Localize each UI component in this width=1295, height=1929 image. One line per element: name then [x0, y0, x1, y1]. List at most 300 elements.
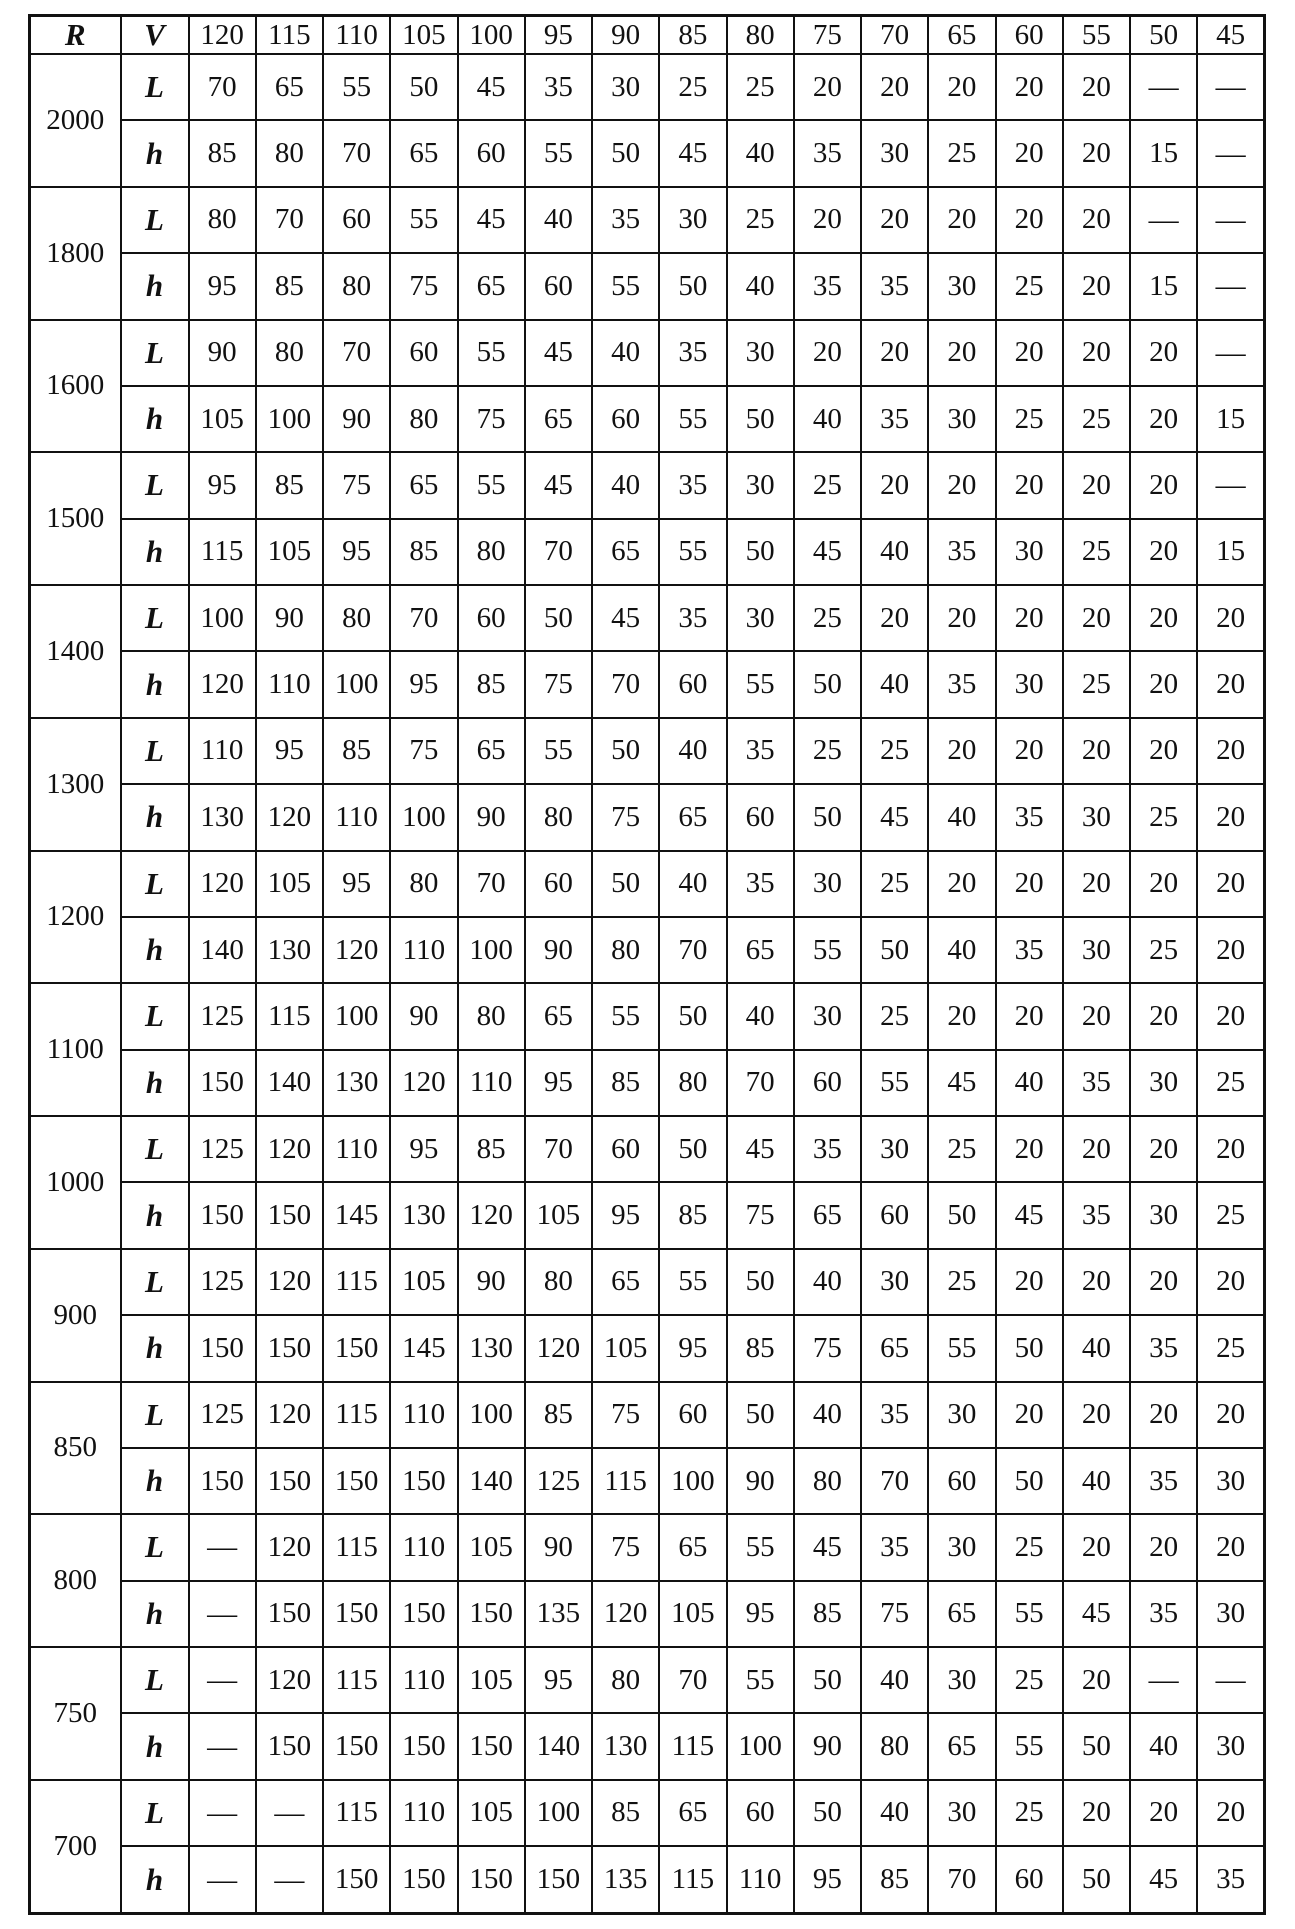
value-cell: 60: [592, 386, 659, 452]
value-cell: 110: [390, 1647, 457, 1713]
value-cell: 80: [323, 585, 390, 651]
value-cell: 20: [996, 120, 1063, 186]
value-cell: —: [256, 1846, 323, 1913]
table-row: [30, 519, 1265, 585]
radius-cell: 1300: [30, 718, 121, 851]
value-cell: 25: [928, 1249, 995, 1315]
value-cell: 45: [525, 320, 592, 386]
value-cell: 40: [525, 187, 592, 253]
table-body: [30, 54, 1265, 1914]
value-cell: 80: [525, 1249, 592, 1315]
value-cell: 20: [1130, 452, 1197, 518]
value-cell: 65: [928, 1713, 995, 1779]
value-cell: 50: [659, 983, 726, 1049]
radius-cell: 1400: [30, 585, 121, 718]
value-cell: 25: [1130, 784, 1197, 850]
value-cell: 65: [390, 120, 457, 186]
value-cell: 55: [727, 651, 794, 717]
value-cell: 20: [996, 320, 1063, 386]
value-cell: 20: [928, 983, 995, 1049]
value-cell: 125: [189, 1382, 256, 1448]
length-symbol-cell: L: [121, 983, 189, 1049]
table-row: [30, 1846, 1265, 1913]
value-cell: 20: [1197, 1116, 1264, 1182]
value-cell: 20: [1197, 718, 1264, 784]
value-cell: 100: [659, 1448, 726, 1514]
value-cell: 20: [1130, 983, 1197, 1049]
value-cell: 20: [1197, 1382, 1264, 1448]
value-cell: 85: [189, 120, 256, 186]
length-symbol-cell: L: [121, 54, 189, 120]
value-cell: 75: [525, 651, 592, 717]
value-cell: 140: [189, 917, 256, 983]
value-cell: 150: [458, 1581, 525, 1647]
value-cell: 40: [659, 718, 726, 784]
value-cell: 85: [390, 519, 457, 585]
value-cell: 115: [592, 1448, 659, 1514]
value-cell: 150: [390, 1713, 457, 1779]
value-cell: 35: [794, 253, 861, 319]
value-cell: 40: [1063, 1315, 1130, 1381]
value-cell: 80: [390, 851, 457, 917]
value-cell: 70: [323, 320, 390, 386]
value-cell: 85: [592, 1780, 659, 1846]
value-cell: 75: [458, 386, 525, 452]
value-cell: 40: [861, 651, 928, 717]
header-speed-cell: 60: [996, 16, 1063, 55]
value-cell: 150: [189, 1050, 256, 1116]
height-symbol-cell: h: [121, 386, 189, 452]
value-cell: 50: [928, 1182, 995, 1248]
value-cell: 105: [592, 1315, 659, 1381]
radius-cell: 2000: [30, 54, 121, 187]
value-cell: —: [1197, 1647, 1264, 1713]
value-cell: 20: [1063, 253, 1130, 319]
value-cell: 75: [323, 452, 390, 518]
value-cell: —: [189, 1713, 256, 1779]
value-cell: 25: [861, 983, 928, 1049]
value-cell: 80: [861, 1713, 928, 1779]
value-cell: 70: [861, 1448, 928, 1514]
value-cell: 110: [390, 1780, 457, 1846]
value-cell: 20: [794, 187, 861, 253]
value-cell: 120: [189, 651, 256, 717]
value-cell: —: [1197, 253, 1264, 319]
header-speed-cell: 80: [727, 16, 794, 55]
value-cell: —: [1130, 187, 1197, 253]
value-cell: —: [1197, 120, 1264, 186]
table-row: [30, 1780, 1265, 1846]
value-cell: 20: [1063, 452, 1130, 518]
value-cell: 55: [996, 1581, 1063, 1647]
value-cell: 95: [727, 1581, 794, 1647]
value-cell: 105: [458, 1780, 525, 1846]
value-cell: 40: [1063, 1448, 1130, 1514]
value-cell: 50: [727, 1249, 794, 1315]
value-cell: 25: [1063, 386, 1130, 452]
value-cell: 30: [861, 1116, 928, 1182]
value-cell: 120: [323, 917, 390, 983]
value-cell: 115: [323, 1780, 390, 1846]
height-symbol-cell: h: [121, 253, 189, 319]
value-cell: 50: [794, 1647, 861, 1713]
value-cell: 65: [659, 1780, 726, 1846]
value-cell: 130: [256, 917, 323, 983]
header-speed-cell: 115: [256, 16, 323, 55]
value-cell: 45: [861, 784, 928, 850]
table-row: [30, 1249, 1265, 1315]
value-cell: 55: [928, 1315, 995, 1381]
value-cell: 30: [928, 386, 995, 452]
table-row: [30, 983, 1265, 1049]
value-cell: 70: [659, 917, 726, 983]
value-cell: 20: [996, 54, 1063, 120]
height-symbol-cell: h: [121, 917, 189, 983]
value-cell: 65: [458, 718, 525, 784]
height-symbol-cell: h: [121, 1846, 189, 1913]
value-cell: 70: [189, 54, 256, 120]
value-cell: 50: [727, 1382, 794, 1448]
value-cell: 40: [659, 851, 726, 917]
value-cell: 50: [659, 1116, 726, 1182]
value-cell: 150: [323, 1581, 390, 1647]
value-cell: 40: [861, 1647, 928, 1713]
value-cell: 35: [525, 54, 592, 120]
value-cell: 105: [458, 1647, 525, 1713]
value-cell: 65: [727, 917, 794, 983]
header-speed-cell: 120: [189, 16, 256, 55]
value-cell: 20: [1063, 1382, 1130, 1448]
value-cell: 150: [323, 1448, 390, 1514]
value-cell: 95: [659, 1315, 726, 1381]
value-cell: 90: [727, 1448, 794, 1514]
radius-cell: 1800: [30, 187, 121, 320]
value-cell: 25: [727, 187, 794, 253]
value-cell: 150: [323, 1846, 390, 1913]
table-row: [30, 1382, 1265, 1448]
value-cell: 120: [256, 784, 323, 850]
value-cell: 50: [794, 1780, 861, 1846]
value-cell: 50: [727, 386, 794, 452]
value-cell: 50: [1063, 1846, 1130, 1913]
value-cell: 65: [592, 519, 659, 585]
value-cell: —: [189, 1780, 256, 1846]
value-cell: 70: [592, 651, 659, 717]
value-cell: 65: [256, 54, 323, 120]
radius-cell: 1200: [30, 851, 121, 984]
value-cell: 35: [1130, 1315, 1197, 1381]
value-cell: 20: [1063, 1514, 1130, 1580]
value-cell: 20: [861, 320, 928, 386]
value-cell: 35: [996, 784, 1063, 850]
height-symbol-cell: h: [121, 1182, 189, 1248]
value-cell: 150: [323, 1713, 390, 1779]
value-cell: 125: [525, 1448, 592, 1514]
value-cell: 145: [390, 1315, 457, 1381]
value-cell: 20: [1063, 983, 1130, 1049]
value-cell: 20: [996, 585, 1063, 651]
value-cell: 15: [1197, 386, 1264, 452]
value-cell: —: [189, 1846, 256, 1913]
value-cell: 70: [928, 1846, 995, 1913]
value-cell: 30: [861, 120, 928, 186]
value-cell: 50: [794, 784, 861, 850]
value-cell: 115: [659, 1846, 726, 1913]
value-cell: 95: [525, 1647, 592, 1713]
value-cell: 35: [1130, 1448, 1197, 1514]
value-cell: 30: [1063, 784, 1130, 850]
value-cell: 20: [794, 320, 861, 386]
header-speed-cell: 90: [592, 16, 659, 55]
value-cell: 50: [592, 718, 659, 784]
value-cell: 60: [659, 1382, 726, 1448]
value-cell: 25: [861, 851, 928, 917]
value-cell: 75: [592, 1382, 659, 1448]
table-row: [30, 253, 1265, 319]
value-cell: 30: [1130, 1050, 1197, 1116]
value-cell: 30: [996, 651, 1063, 717]
value-cell: 50: [1063, 1713, 1130, 1779]
value-cell: 80: [659, 1050, 726, 1116]
length-symbol-cell: L: [121, 452, 189, 518]
value-cell: 120: [458, 1182, 525, 1248]
value-cell: 70: [525, 1116, 592, 1182]
value-cell: 30: [928, 1780, 995, 1846]
value-cell: 25: [996, 1647, 1063, 1713]
value-cell: 105: [659, 1581, 726, 1647]
value-cell: 40: [1130, 1713, 1197, 1779]
value-cell: 50: [592, 851, 659, 917]
value-cell: 20: [1197, 1514, 1264, 1580]
value-cell: 130: [458, 1315, 525, 1381]
value-cell: 125: [189, 1249, 256, 1315]
value-cell: 25: [794, 452, 861, 518]
value-cell: 150: [256, 1315, 323, 1381]
value-cell: 80: [256, 320, 323, 386]
height-symbol-cell: h: [121, 784, 189, 850]
value-cell: 75: [727, 1182, 794, 1248]
value-cell: —: [1130, 54, 1197, 120]
value-cell: 40: [727, 983, 794, 1049]
value-cell: 55: [659, 386, 726, 452]
value-cell: 40: [727, 253, 794, 319]
value-cell: 45: [458, 187, 525, 253]
value-cell: 30: [1197, 1448, 1264, 1514]
value-cell: 150: [458, 1846, 525, 1913]
value-cell: 50: [861, 917, 928, 983]
value-cell: 105: [458, 1514, 525, 1580]
length-symbol-cell: L: [121, 187, 189, 253]
value-cell: 50: [794, 651, 861, 717]
value-cell: 60: [592, 1116, 659, 1182]
value-cell: 95: [189, 253, 256, 319]
header-speed-cell: 65: [928, 16, 995, 55]
value-cell: 20: [1130, 1382, 1197, 1448]
table-row: [30, 917, 1265, 983]
value-cell: 20: [1063, 851, 1130, 917]
value-cell: 35: [794, 120, 861, 186]
value-cell: 20: [1130, 585, 1197, 651]
value-cell: 145: [323, 1182, 390, 1248]
value-cell: 85: [861, 1846, 928, 1913]
value-cell: 70: [390, 585, 457, 651]
value-cell: 90: [525, 917, 592, 983]
value-cell: 20: [861, 452, 928, 518]
value-cell: 40: [592, 320, 659, 386]
height-symbol-cell: h: [121, 1581, 189, 1647]
header-v-label: V: [121, 16, 189, 55]
value-cell: 40: [794, 386, 861, 452]
radius-cell: 900: [30, 1249, 121, 1382]
value-cell: 70: [323, 120, 390, 186]
value-cell: 150: [390, 1581, 457, 1647]
data-table-container: [28, 14, 1266, 1915]
value-cell: 15: [1197, 519, 1264, 585]
header-speed-cell: 55: [1063, 16, 1130, 55]
value-cell: 115: [659, 1713, 726, 1779]
value-cell: 20: [1063, 1116, 1130, 1182]
table-row: [30, 718, 1265, 784]
value-cell: 25: [727, 54, 794, 120]
value-cell: 50: [592, 120, 659, 186]
value-cell: 95: [794, 1846, 861, 1913]
value-cell: 95: [189, 452, 256, 518]
value-cell: 75: [592, 784, 659, 850]
value-cell: 110: [458, 1050, 525, 1116]
length-symbol-cell: L: [121, 1382, 189, 1448]
value-cell: 95: [592, 1182, 659, 1248]
value-cell: 20: [1063, 1780, 1130, 1846]
value-cell: 60: [390, 320, 457, 386]
radius-cell: 850: [30, 1382, 121, 1515]
value-cell: 100: [458, 1382, 525, 1448]
value-cell: 35: [928, 651, 995, 717]
value-cell: 85: [256, 253, 323, 319]
table-row: [30, 585, 1265, 651]
table-row: [30, 1050, 1265, 1116]
table-row: [30, 851, 1265, 917]
value-cell: 30: [1197, 1713, 1264, 1779]
value-cell: —: [1130, 1647, 1197, 1713]
height-symbol-cell: h: [121, 120, 189, 186]
value-cell: 55: [323, 54, 390, 120]
value-cell: 35: [1063, 1050, 1130, 1116]
value-cell: 20: [996, 187, 1063, 253]
value-cell: 115: [323, 1514, 390, 1580]
value-cell: 40: [794, 1249, 861, 1315]
value-cell: 55: [525, 718, 592, 784]
value-cell: 55: [727, 1514, 794, 1580]
value-cell: 20: [1130, 1780, 1197, 1846]
value-cell: —: [189, 1514, 256, 1580]
value-cell: 20: [1063, 320, 1130, 386]
value-cell: 55: [794, 917, 861, 983]
height-symbol-cell: h: [121, 519, 189, 585]
value-cell: 150: [525, 1846, 592, 1913]
value-cell: 100: [323, 983, 390, 1049]
value-cell: 45: [592, 585, 659, 651]
height-symbol-cell: h: [121, 651, 189, 717]
value-cell: 60: [458, 585, 525, 651]
table-row: [30, 120, 1265, 186]
value-cell: 60: [525, 851, 592, 917]
value-cell: 30: [861, 1249, 928, 1315]
radius-cell: 1100: [30, 983, 121, 1116]
value-cell: 90: [525, 1514, 592, 1580]
value-cell: 75: [390, 718, 457, 784]
value-cell: 45: [525, 452, 592, 518]
value-cell: 125: [189, 983, 256, 1049]
value-cell: 100: [458, 917, 525, 983]
value-cell: 115: [323, 1249, 390, 1315]
value-cell: 20: [928, 452, 995, 518]
value-cell: 20: [1130, 1249, 1197, 1315]
value-cell: 105: [256, 851, 323, 917]
value-cell: 50: [996, 1315, 1063, 1381]
table-row: [30, 1514, 1265, 1580]
value-cell: 90: [458, 784, 525, 850]
value-cell: —: [256, 1780, 323, 1846]
value-cell: 85: [794, 1581, 861, 1647]
value-cell: 80: [256, 120, 323, 186]
table-row: [30, 54, 1265, 120]
value-cell: 115: [323, 1647, 390, 1713]
value-cell: 35: [996, 917, 1063, 983]
value-cell: 65: [525, 386, 592, 452]
value-cell: 20: [1063, 1249, 1130, 1315]
value-cell: 60: [861, 1182, 928, 1248]
value-cell: 110: [390, 1382, 457, 1448]
value-cell: 35: [659, 452, 726, 518]
value-cell: 80: [323, 253, 390, 319]
value-cell: 35: [861, 253, 928, 319]
value-cell: 20: [1197, 585, 1264, 651]
value-cell: 35: [861, 1514, 928, 1580]
length-symbol-cell: L: [121, 1780, 189, 1846]
value-cell: 120: [256, 1647, 323, 1713]
value-cell: 20: [996, 851, 1063, 917]
value-cell: —: [1197, 452, 1264, 518]
value-cell: 20: [1063, 585, 1130, 651]
value-cell: 45: [458, 54, 525, 120]
value-cell: 20: [928, 54, 995, 120]
value-cell: 150: [189, 1182, 256, 1248]
value-cell: 30: [794, 851, 861, 917]
value-cell: 115: [189, 519, 256, 585]
value-cell: 75: [390, 253, 457, 319]
value-cell: 30: [727, 585, 794, 651]
header-speed-cell: 45: [1197, 16, 1264, 55]
value-cell: 85: [525, 1382, 592, 1448]
value-cell: 130: [592, 1713, 659, 1779]
value-cell: 20: [928, 187, 995, 253]
value-cell: 80: [592, 1647, 659, 1713]
value-cell: 80: [390, 386, 457, 452]
value-cell: 65: [390, 452, 457, 518]
value-cell: 20: [1063, 718, 1130, 784]
value-cell: 25: [1063, 519, 1130, 585]
value-cell: —: [189, 1581, 256, 1647]
value-cell: 80: [592, 917, 659, 983]
value-cell: 20: [1130, 1514, 1197, 1580]
value-cell: 20: [1130, 320, 1197, 386]
value-cell: 100: [189, 585, 256, 651]
value-cell: 35: [727, 851, 794, 917]
value-cell: 75: [592, 1514, 659, 1580]
data-table: [28, 14, 1266, 1915]
value-cell: 20: [996, 1382, 1063, 1448]
value-cell: 20: [996, 718, 1063, 784]
